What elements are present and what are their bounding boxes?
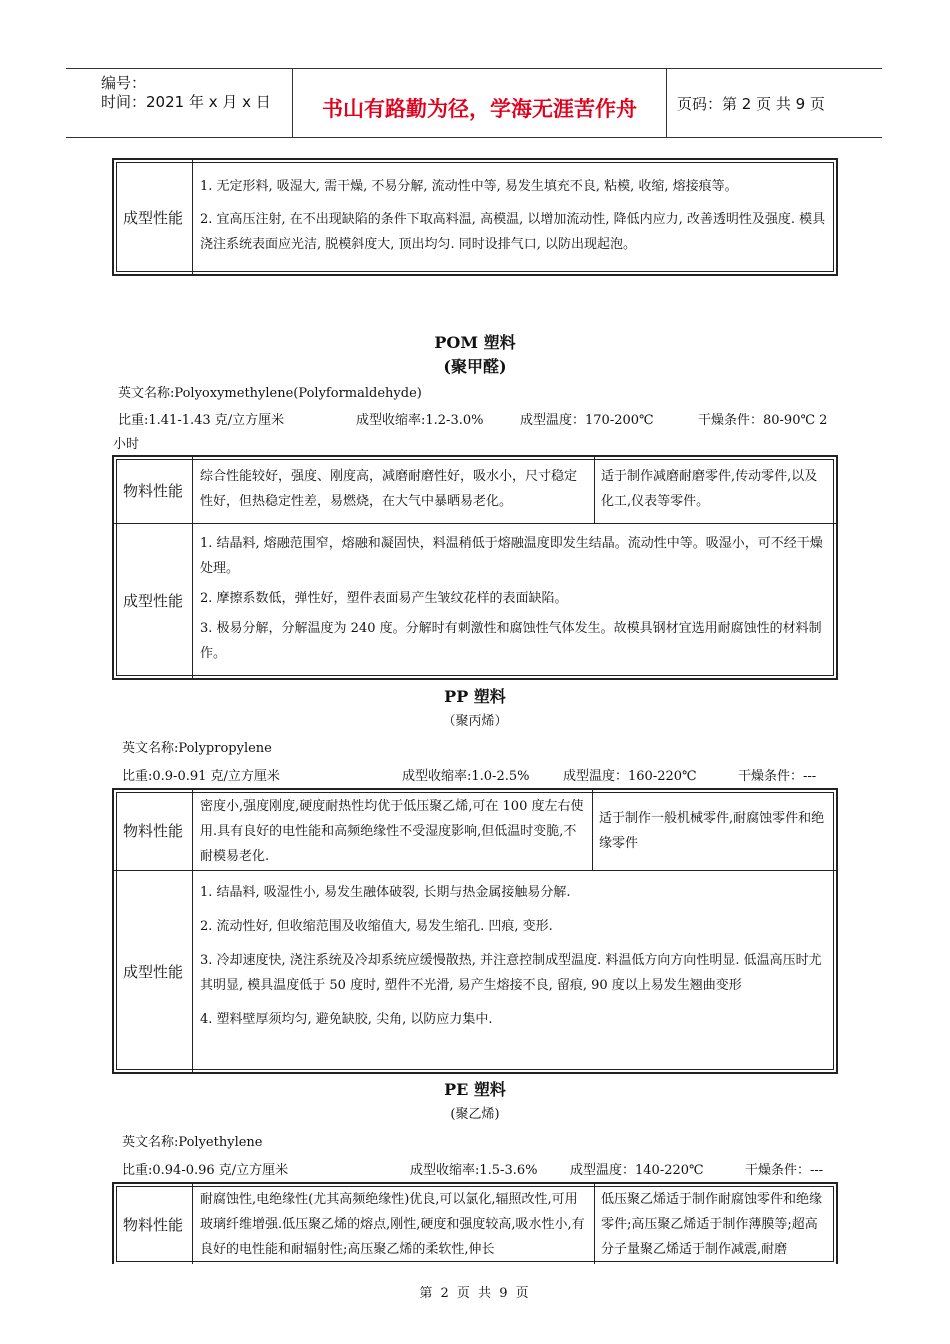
forming-label: 成型性能 [114,870,193,1072]
header-page-cell [667,69,882,137]
forming-item: 2. 流动性好, 但收缩范围及收缩值大, 易发生缩孔. 凹痕, 变形. [200,919,553,934]
pp-table [112,788,838,1074]
page-footer: 第 2 页 共 9 页 [419,1286,531,1301]
forming-item: 1. 结晶料, 吸湿性小, 易发生融体破裂, 长期与热金属接触易分解. [200,885,571,900]
header-motto-cell [293,69,667,137]
page-header [66,68,882,138]
pp-drying: 干燥条件：--- [738,769,817,784]
forming-item: 3. 极易分解，分解温度为 240 度。分解时有刺激性和腐蚀性气体发生。故模具钢材宜选用耐腐蚀性的材料制作。 [200,621,822,661]
material-label: 物料性能 [114,457,193,523]
pe-shrinkage: 成型收缩率:1.5-3.6% [410,1163,538,1178]
pp-shrinkage: 成型收缩率:1.0-2.5% [402,769,530,784]
material-label: 物料性能 [114,1184,193,1264]
material-text: 综合性能较好，强度、刚度高，减磨耐磨性好，吸水小，尺寸稳定性好，但热稳定性差，易燃烧，在大气中暴晒易老化。 [200,469,578,509]
pe-table [112,1182,838,1264]
pe-density: 比重:0.94-0.96 克/立方厘米 [122,1163,289,1178]
forming-text [194,531,834,666]
usage-text: 适于制作一般机械零件,耐腐蚀零件和绝缘零件 [599,811,825,851]
forming-label: 成型性能 [114,523,193,678]
pom-subtitle: (聚甲醛) [443,357,507,376]
doc-time-label: 时间：2021 年 x 月 x 日 [101,93,271,111]
forming-item: 2. 摩擦系数低，弹性好，塑件表面易产生皱纹花样的表面缺陷。 [200,591,568,606]
material-text: 耐腐蚀性,电绝缘性(尤其高频绝缘性)优良,可以氯化,辐照改性,可用玻璃纤维增强.低压聚乙烯的熔点,刚性,硬度和强度较高,吸水性小,有良好的电性能和耐辐射性;高压聚乙烯的柔软性,伸长 [200,1192,585,1257]
usage-text: 低压聚乙烯适于制作耐腐蚀零件和绝缘零件;高压聚乙烯适于制作薄膜等;超高分子量聚乙烯适于制作减震,耐磨 [601,1192,823,1257]
pp-temperature: 成型温度：160-220℃ [563,769,697,784]
pe-drying: 干燥条件：--- [745,1163,824,1178]
pe-title: PE 塑料 [444,1080,506,1099]
forming-item: 1. 结晶料, 熔融范围窄，熔融和凝固快，料温稍低于熔融温度即发生结晶。流动性中等。吸湿小，可不经干燥处理。 [200,536,823,576]
pom-shrinkage: 成型收缩率:1.2-3.0% [356,413,484,428]
forming-item: 2. 宜高压注射, 在不出现缺陷的条件下取高料温, 高模温, 以增加流动性, 降低内应力, 改善透明性及强度. 模具浇注系统表面应光洁, 脱模斜度大, 顶出均匀. 同时设排气口, 以防出现起泡。 [200,212,826,252]
material-label: 物料性能 [114,790,193,870]
forming-item: 1. 无定形料, 吸湿大, 需干燥, 不易分解, 流动性中等, 易发生填充不良, 粘模, 收缩, 熔接痕等。 [200,179,738,194]
pom-english-name: 英文名称:Polyoxymethylene(Polyformaldehyde) [118,386,422,401]
pp-density: 比重:0.9-0.91 克/立方厘米 [122,769,280,784]
forming-item: 3. 冷却速度快, 浇注系统及冷却系统应缓慢散热, 并注意控制成型温度. 料温低方向方向性明显. 低温高压时尤其明显, 模具温度低于 50 度时, 塑件不光滑, 易产生熔接不良, 留痕, 90 度以上易发生翘曲变形 [200,953,822,993]
forming-item: 4. 塑料壁厚须均匀, 避免缺胶, 尖角, 以防应力集中. [200,1012,493,1027]
forming-text [194,174,834,257]
doc-number-label: 编号： [101,74,147,92]
pp-english-name: 英文名称:Polypropylene [122,741,272,756]
forming-text [194,880,834,1032]
pe-english-name: 英文名称:Polyethylene [122,1135,263,1150]
pom-table [112,455,838,680]
pom-drying: 干燥条件：80-90℃ 2 [698,413,828,428]
header-motto: 书山有路勤为径，学海无涯苦作舟 [322,97,637,121]
header-page-number: 页码：第 2 页 共 9 页 [677,95,825,113]
pe-subtitle: (聚乙烯) [450,1107,500,1122]
pom-title: POM 塑料 [434,333,516,352]
forming-label: 成型性能 [114,160,193,274]
pom-drying-cont: 小时 [113,437,140,452]
material-text: 密度小,强度刚度,硬度耐热性均优于低压聚乙烯,可在 100 度左右使用.具有良好的电性能和高频绝缘性不受湿度影响,但低温时变脆,不耐模易老化. [200,799,584,864]
pom-temperature: 成型温度：170-200℃ [520,413,654,428]
pom-density: 比重:1.41-1.43 克/立方厘米 [118,413,285,428]
usage-text: 适于制作减磨耐磨零件,传动零件,以及化工,仪表等零件。 [601,469,818,509]
pp-title: PP 塑料 [444,687,506,706]
pe-temperature: 成型温度：140-220℃ [570,1163,704,1178]
header-meta-cell [66,69,293,137]
pp-subtitle: （聚丙烯） [442,714,508,729]
prev-forming-table [112,158,838,276]
